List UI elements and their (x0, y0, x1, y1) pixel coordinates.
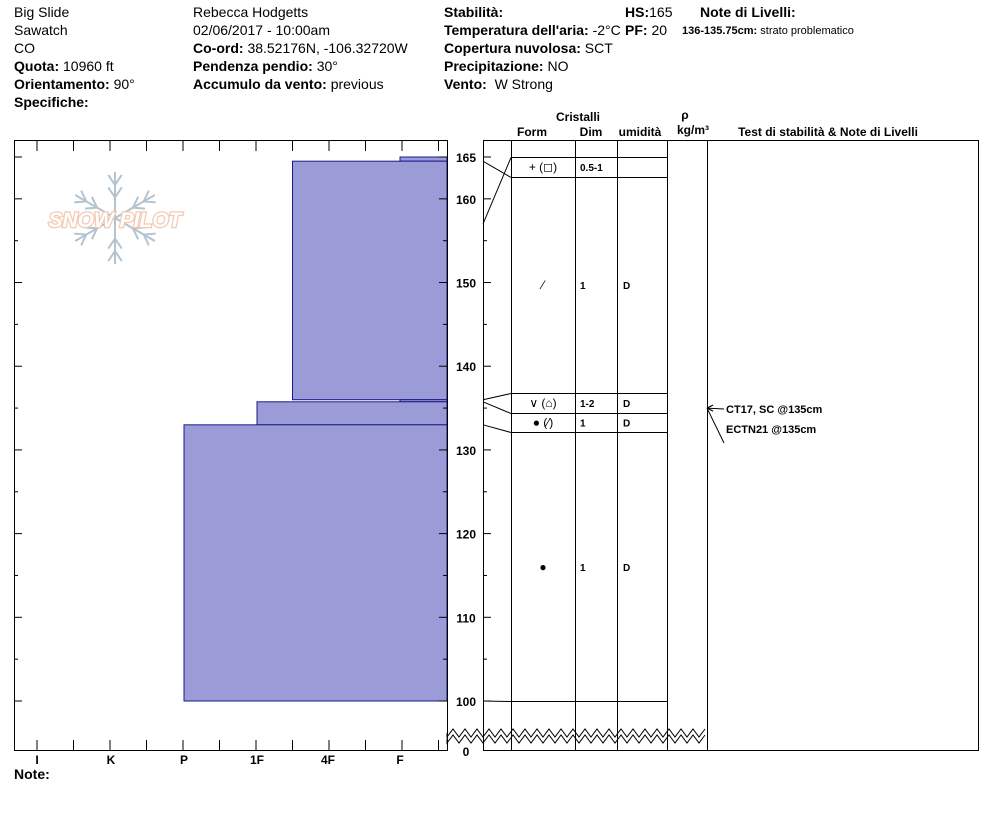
layer-note-text: strato problematico (760, 25, 854, 37)
grain-moisture: D (623, 281, 631, 292)
elevation-value: 10960 ft (63, 58, 114, 74)
hardness-layer (257, 402, 447, 425)
hardness-layer (400, 157, 447, 161)
test-pointer (707, 408, 724, 443)
hardness-layer (293, 161, 448, 400)
flake-branch (144, 234, 156, 235)
stability-test-label: ECTN21 @135cm (726, 424, 817, 436)
air-temperature-value: -2°C (592, 22, 621, 38)
coordinates-label: Co-ord: (193, 40, 244, 56)
hardness-label: F (396, 753, 404, 767)
foot-penetration-value: 20 (651, 22, 668, 38)
flake-branch (108, 251, 115, 261)
grain-moisture: D (623, 418, 631, 430)
wind-loading-value: previous (330, 76, 384, 92)
grain-form: ● (⁄) (532, 415, 554, 430)
layer-connector (483, 425, 511, 433)
foot-penetration-label: PF: (625, 22, 648, 38)
flake-branch (115, 187, 122, 197)
grain-size: 1 (580, 281, 586, 292)
grain-moisture: D (623, 563, 631, 574)
grain-size: 1 (580, 418, 586, 430)
flake-branch (115, 251, 122, 261)
depth-tick-label: 110 (456, 611, 476, 626)
layer-note-range: 136-135.75cm: (682, 25, 758, 37)
flake-branch (108, 175, 115, 185)
specifics-label: Specifiche: (14, 94, 89, 110)
grain-form: ∨ (⌂) (529, 396, 557, 410)
depth-tick-label: 130 (455, 443, 477, 458)
depth-tick-label: 160 (455, 192, 477, 207)
column-header-rho: ρ (681, 108, 689, 122)
coordinates-value: 38.52176N, -106.32720W (247, 40, 408, 56)
depth-tick-label: 140 (455, 360, 477, 375)
snow-height-value: 165 (649, 4, 673, 20)
footer-note-label: Note: (14, 766, 50, 782)
flake-branch (144, 201, 156, 202)
column-header-density_unit: kg/m³ (676, 123, 710, 137)
depth-tick-label: 100 (455, 695, 477, 709)
flake-branch (115, 239, 122, 249)
grain-table-frame (484, 141, 979, 751)
flake-branch (74, 234, 86, 235)
hardness-label: P (179, 753, 189, 767)
grain-moisture: D (623, 399, 631, 410)
observer: Rebecca Hodgetts (193, 4, 309, 20)
mountain-range: Sawatch (14, 22, 68, 38)
depth-tick-label: 165 (455, 151, 477, 165)
hardness-label: I (35, 753, 39, 767)
column-header-umidita: umidità (618, 125, 662, 139)
depth-tick-label: 120 (455, 527, 477, 542)
column-header-dim: Dim (579, 125, 603, 139)
flake-branch (108, 239, 115, 249)
slope-value: 30° (316, 58, 338, 74)
cloud-cover-value: SCT (584, 40, 613, 56)
cloud-cover-label: Copertura nuvolosa: (444, 40, 581, 56)
layer-notes-title: Note di Livelli: (700, 4, 796, 20)
datetime: 02/06/2017 - 10:00am (193, 22, 330, 38)
layer-connector (483, 394, 511, 400)
snow-height-label: HS: (625, 4, 650, 20)
column-header-tests: Test di stabilità & Note di Livelli (738, 125, 918, 139)
grain-form: ● (539, 560, 547, 574)
flake-branch (108, 187, 115, 197)
precipitation-label: Precipitazione: (444, 58, 544, 74)
layer-connector (483, 701, 511, 702)
state: CO (14, 40, 35, 56)
grain-size: 1-2 (580, 399, 595, 410)
layer-connector (483, 161, 511, 177)
precipitation-value: NO (547, 58, 569, 74)
snowpilot-logo-text: SNOW PILOT (48, 209, 182, 232)
stability-test-label: CT17, SC @135cm (726, 404, 823, 416)
wind-loading-label: Accumulo da vento: (193, 76, 327, 92)
hardness-layer (184, 425, 447, 701)
depth-tick-label: 0 (462, 745, 470, 759)
elevation-label: Quota: (14, 58, 60, 74)
flake-branch (74, 201, 86, 202)
layer-connector (483, 158, 511, 224)
aspect-label: Orientamento: (14, 76, 110, 92)
hardness-label: 1F (249, 753, 265, 767)
wind-label: Vento: (444, 76, 487, 92)
depth-tick-label: 150 (455, 276, 477, 291)
grain-size: 1 (580, 563, 586, 574)
snowpilot-logo (49, 172, 184, 264)
layer-connector (483, 402, 511, 414)
location-name: Big Slide (14, 4, 70, 20)
hardness-label: 4F (320, 753, 336, 767)
aspect-value: 90° (113, 76, 135, 92)
wind-value: W Strong (494, 76, 553, 92)
stability-label: Stabilità: (444, 4, 504, 20)
column-header-form: Form (517, 125, 547, 139)
air-temperature-label: Temperatura dell'aria: (444, 22, 589, 38)
grain-size: 0.5-1 (580, 163, 603, 174)
flake-branch (115, 175, 122, 185)
grain-form: ⁄ (541, 278, 545, 292)
slope-label: Pendenza pendio: (193, 58, 313, 74)
hardness-label: K (106, 753, 116, 767)
grain-form: + (◻) (528, 160, 558, 174)
column-header-cristalli: Cristalli (555, 110, 601, 124)
